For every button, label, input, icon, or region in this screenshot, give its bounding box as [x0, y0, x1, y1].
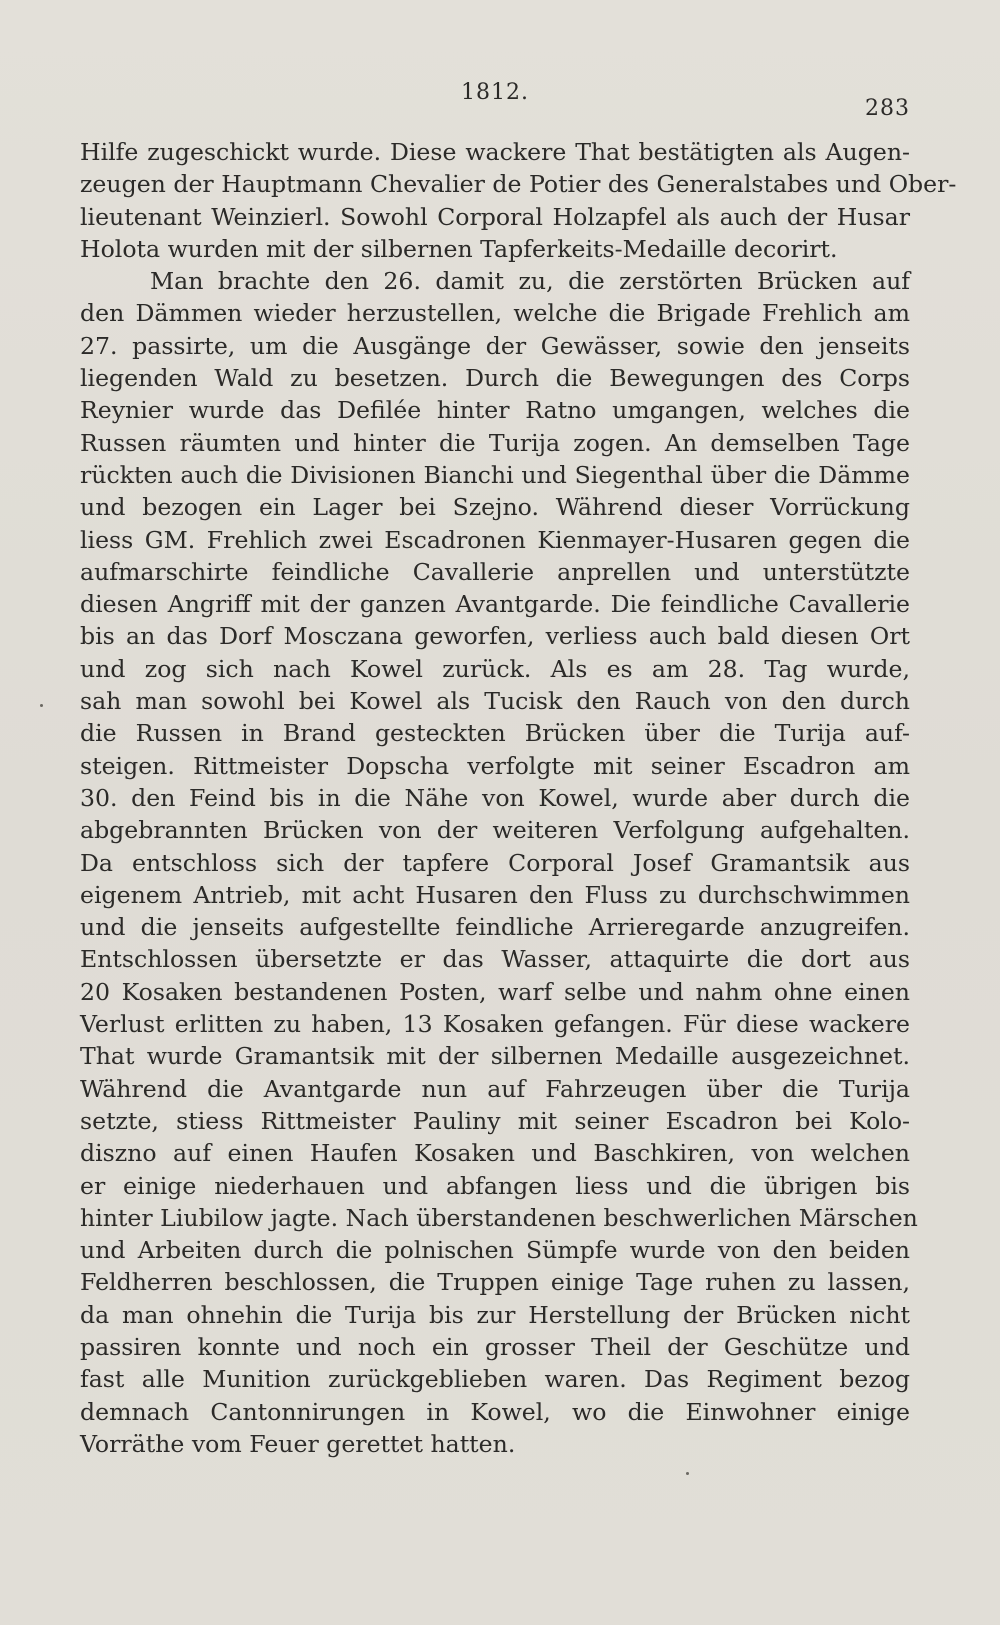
text-line: und Arbeiten durch die polnischen Sümpfe wurde von den beiden	[80, 1236, 910, 1265]
text-line: die Russen in Brand gesteckten Brücken über die Turija auf-	[80, 719, 910, 748]
text-line: sah man sowohl bei Kowel als Tucisk den Rauch von den durch	[80, 687, 910, 716]
text-line: Hilfe zugeschickt wurde. Diese wackere That bestätigten als Augen-	[80, 138, 910, 166]
running-head-year: 1812.	[461, 80, 529, 105]
page-number: 283	[865, 96, 910, 121]
text-line: demnach Cantonnirungen in Kowel, wo die Einwohner einige	[80, 1397, 910, 1426]
text-line: That wurde Gramantsik mit der silbernen Medaille ausgezeichnet.	[80, 1042, 910, 1071]
text-line: diszno auf einen Haufen Kosaken und Baschkiren, von welchen	[80, 1139, 910, 1168]
text-line: setzte, stiess Rittmeister Pauliny mit seiner Escadron bei Kolo-	[80, 1106, 910, 1135]
text-line: da man ohnehin die Turija bis zur Herstellung der Brücken nicht	[80, 1300, 910, 1329]
text-line: Reynier wurde das Defilée hinter Ratno umgangen, welches die	[80, 396, 910, 425]
text-line: Entschlossen übersetzte er das Wasser, attaquirte die dort aus	[80, 945, 910, 974]
page-header	[80, 80, 910, 120]
text-line: Vorräthe vom Feuer gerettet hatten.	[80, 1429, 516, 1458]
text-line: und die jenseits aufgestellte feindliche Arrieregarde anzugreifen.	[80, 913, 910, 942]
text-line: fast alle Munition zurückgeblieben waren. Das Regiment bezog	[80, 1365, 910, 1394]
text-line: eigenem Antrieb, mit acht Husaren den Fluss zu durchschwimmen	[80, 880, 910, 909]
text-line: und zog sich nach Kowel zurück. Als es am 28. Tag wurde,	[80, 654, 910, 683]
text-line: steigen. Rittmeister Dopscha verfolgte mit seiner Escadron am	[80, 751, 910, 780]
paper-speck	[40, 704, 43, 707]
text-line: den Dämmen wieder herzustellen, welche die Brigade Frehlich am	[80, 299, 910, 328]
text-line: er einige niederhauen und abfangen liess und die übrigen bis	[80, 1171, 910, 1200]
text-line: Russen räumten und hinter die Turija zogen. An demselben Tage	[80, 428, 910, 457]
text-line: liegenden Wald zu besetzen. Durch die Bewegungen des Corps	[80, 364, 910, 393]
text-line: und bezogen ein Lager bei Szejno. Während dieser Vorrückung	[80, 493, 910, 522]
paper-speck	[686, 1472, 689, 1475]
text-line: Da entschloss sich der tapfere Corporal Josef Gramantsik aus	[80, 848, 910, 877]
text-line: 20 Kosaken bestandenen Posten, warf selbe und nahm ohne einen	[80, 977, 910, 1006]
text-line: aufmarschirte feindliche Cavallerie anprellen und unterstützte	[80, 557, 910, 586]
text-line: passiren konnte und noch ein grosser Theil der Geschütze und	[80, 1332, 910, 1361]
text-line: Feldherren beschlossen, die Truppen einige Tage ruhen zu lassen,	[80, 1268, 910, 1297]
text-line: abgebrannten Brücken von der weiteren Verfolgung aufgehalten.	[80, 816, 910, 845]
text-line: Holota wurden mit der silbernen Tapferkeits-Medaille decorirt.	[80, 234, 838, 263]
text-line: diesen Angriff mit der ganzen Avantgarde. Die feindliche Cavallerie	[80, 590, 910, 619]
text-line: zeugen der Hauptmann Chevalier de Potier des Generalstabes und Ober-	[80, 170, 957, 199]
text-line: rückten auch die Divisionen Bianchi und Siegenthal über die Dämme	[80, 460, 910, 489]
text-line: 27. passirte, um die Ausgänge der Gewässer, sowie den jenseits	[80, 331, 910, 360]
text-line: Verlust erlitten zu haben, 13 Kosaken gefangen. Für diese wackere	[80, 1010, 910, 1039]
text-line: bis an das Dorf Mosczana geworfen, verliess auch bald diesen Ort	[80, 622, 910, 651]
text-line: liess GM. Frehlich zwei Escadronen Kienmayer-Husaren gegen die	[80, 525, 910, 554]
text-line: Während die Avantgarde nun auf Fahrzeugen über die Turija	[80, 1074, 910, 1103]
body-text	[80, 136, 957, 1460]
text-line: Man brachte den 26. damit zu, die zerstörten Brücken auf	[150, 267, 910, 296]
text-line: 30. den Feind bis in die Nähe von Kowel, wurde aber durch die	[80, 783, 910, 812]
text-line: hinter Liubilow jagte. Nach überstandenen beschwerlichen Märschen	[80, 1203, 918, 1232]
text-line: lieutenant Weinzierl. Sowohl Corporal Holzapfel als auch der Husar	[80, 202, 910, 231]
